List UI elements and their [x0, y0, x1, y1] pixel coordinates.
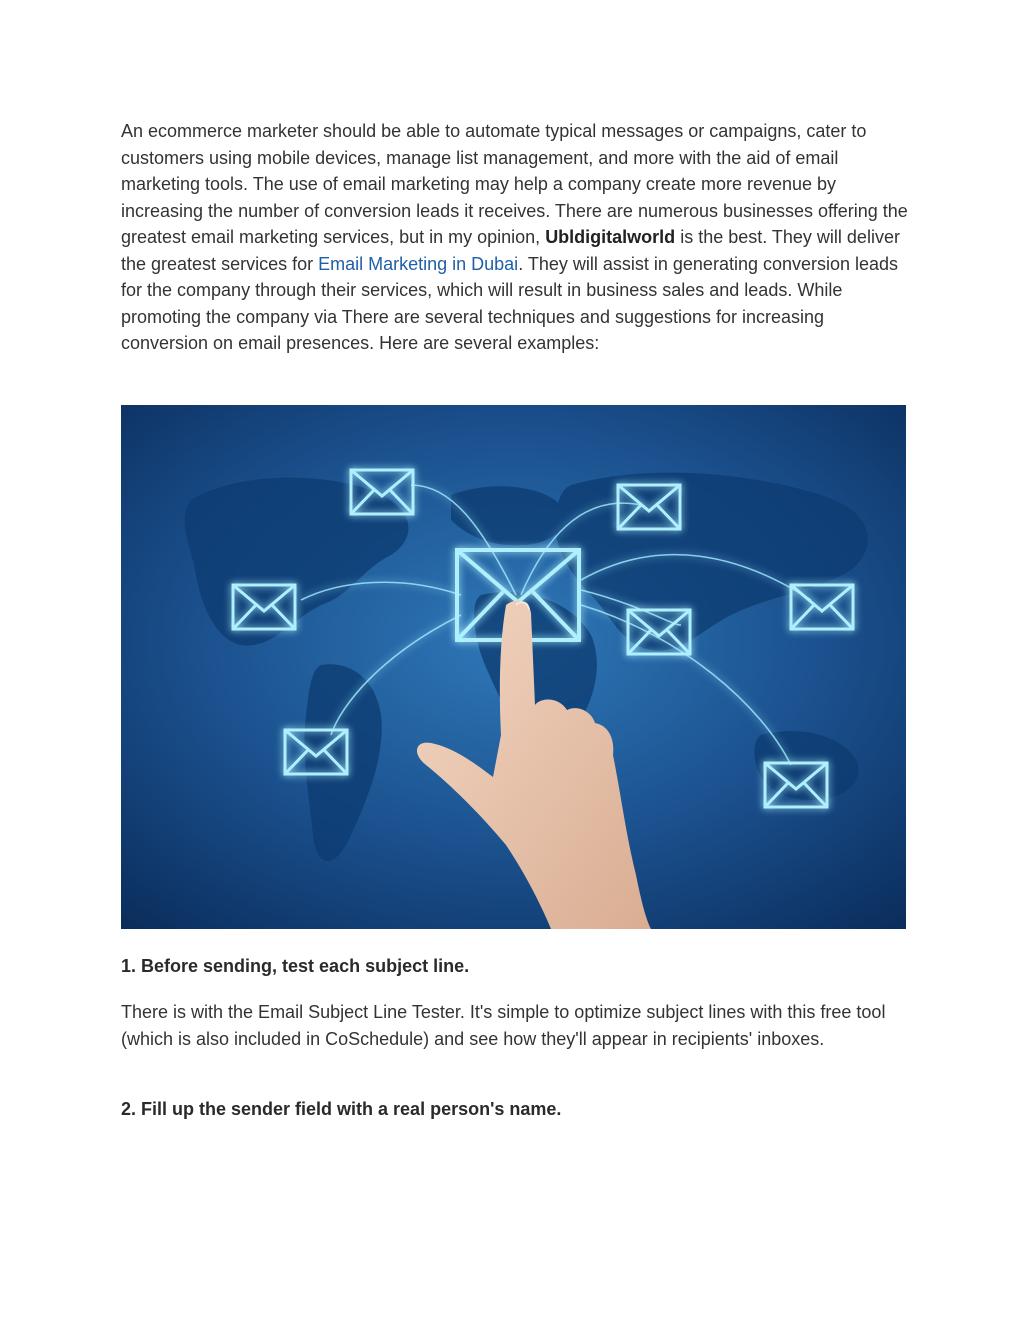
email-network-image — [121, 405, 906, 929]
section-1-body: There is with the Email Subject Line Tester. It's simple to optimize subject lines with this free tool (which is also included in CoSchedule) and see how they'll appear in recipients' inboxes. — [121, 1002, 886, 1049]
intro-paragraph — [121, 118, 911, 357]
intro-text-3: . They will assist in generating conversion leads for the company through their services, which will result in business sales and leads. While promoting the company via There are several techniques and suggestions for increasing conversion on email presences. Here are several examples: — [121, 253, 899, 353]
intro-text-2: is the best. They will deliver the greatest services for — [121, 227, 900, 274]
intro-text-1: An ecommerce marketer should be able to automate typical messages or campaigns, cater to customers using mobile devices, manage list management, and more with the aid of email marketing tools. The use of email marketing may help a company create more revenue by increasing the number of conversion leads it receives. There are numerous businesses offering the greatest email marketing services, but in my opinion, — [121, 121, 908, 247]
section-2-heading: 2. Fill up the sender field with a real person's name. — [121, 1099, 562, 1119]
email-marketing-link[interactable]: Email Marketing in Dubai — [318, 253, 519, 274]
email-network-illustration — [121, 405, 906, 929]
section-1-heading: 1. Before sending, test each subject line. — [121, 956, 470, 976]
brand-name: Ubldigitalworld — [545, 227, 676, 247]
intro-block — [121, 118, 911, 357]
